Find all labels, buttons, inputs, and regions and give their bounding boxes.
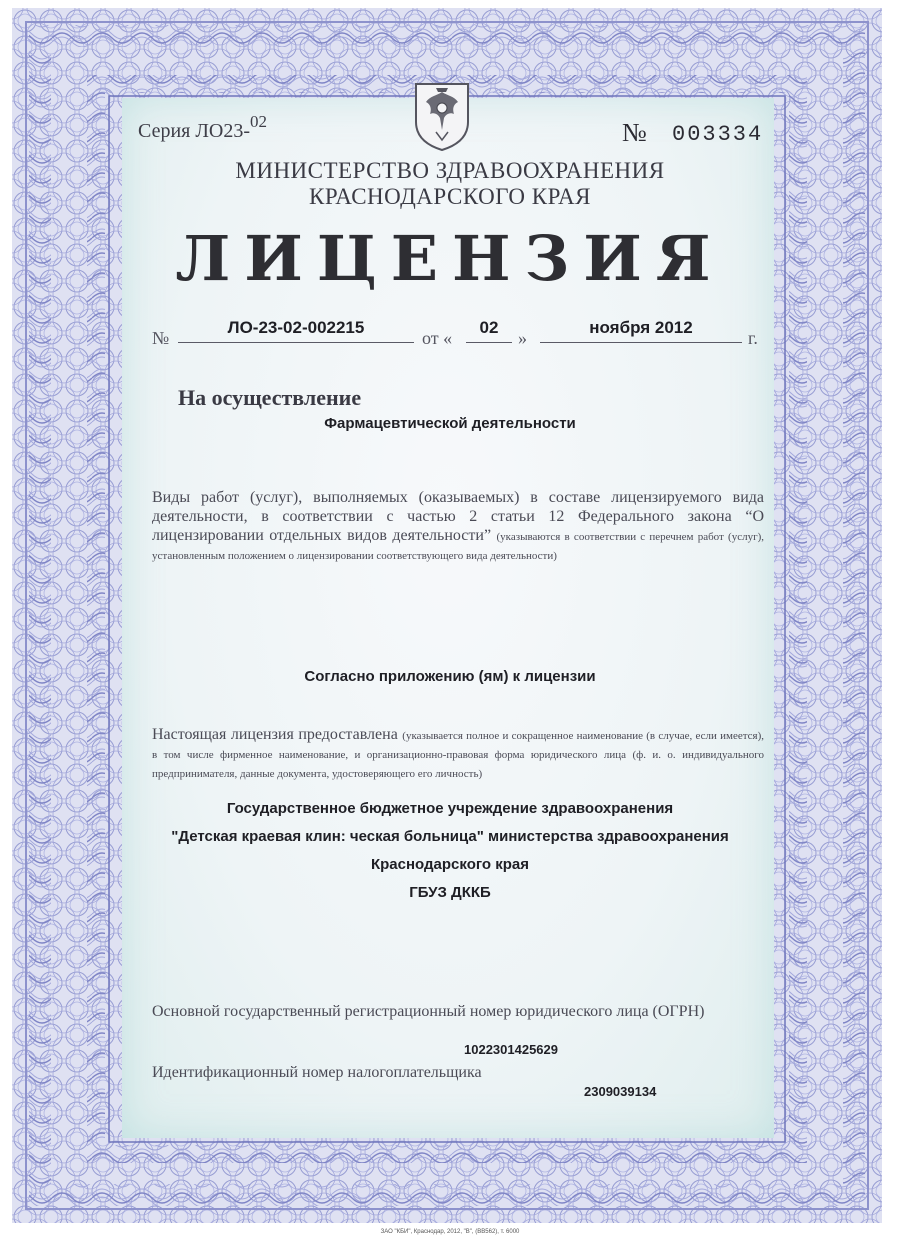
- activity-value: Фармацевтической деятельности: [324, 415, 576, 432]
- license-number: ЛО-23-02-002215: [227, 318, 365, 337]
- year-suffix: г.: [748, 328, 758, 348]
- inn-value: 2309039134: [584, 1084, 657, 1099]
- works-note: (указываются в соответствии с перечнем работ (услуг), установленным положением о лицензировании соответствующего вида деятельности): [152, 531, 764, 562]
- holder-name-line-1: Государственное бюджетное учреждение здравоохранения: [226, 800, 674, 817]
- ministry-line-1: МИНИСТЕРСТВО ЗДРАВООХРАНЕНИЯ: [235, 158, 665, 183]
- activity-heading: На осуществление: [178, 385, 362, 410]
- holder-name-line-3: Краснодарского края: [370, 856, 529, 873]
- holder-short-name: ГБУЗ ДККБ: [409, 884, 491, 901]
- works-text: Виды работ (услуг), выполняемых (оказываемых) в составе лицензируемого вида деятельности, в соответствии с частью 2 статьи 12 Федерального закона “О лицензировании отдельных видов деятельности”: [152, 489, 764, 544]
- license-day: 02: [479, 318, 499, 337]
- holder-text: Настоящая лицензия предоставлена: [152, 726, 398, 743]
- ogrn-value: 1022301425629: [464, 1042, 558, 1057]
- series-label: Серия ЛО23-$^{02}$: [138, 112, 268, 142]
- inn-label: Идентификационный номер налогоплательщика: [152, 1064, 482, 1081]
- license-month-year: ноября 2012: [589, 318, 693, 337]
- holder-paragraph: [152, 725, 764, 782]
- works-paragraph: [152, 488, 764, 564]
- number-sign: №: [622, 118, 647, 147]
- holder-note: (указывается полное и сокращенное наименование (в случае, если имеется), в том числе фирменное наименование, и организационно-правовая форма юридического лица (ф. и. о. индивидуального предпринимателя, данные документа, удостоверяющего его личность): [152, 730, 765, 780]
- license-month-year-underline: [540, 342, 742, 343]
- ogrn-label: Основной государственный регистрационный номер юридического лица (ОГРН): [152, 1003, 705, 1020]
- ministry-line-2: КРАСНОДАРСКОГО КРАЯ: [309, 184, 591, 209]
- date-from-label: от «: [422, 328, 453, 348]
- form-number: 003334: [672, 122, 764, 147]
- series-suffix: 02: [250, 112, 268, 131]
- printer-imprint: ЗАО "КБИ", Краснодар, 2012, "В", (ВВ562), т. 6000: [380, 1229, 520, 1235]
- works-value: Согласно приложению (ям) к лицензии: [304, 668, 596, 685]
- license-number-underline: [178, 342, 414, 343]
- license-number-sign: №: [152, 328, 170, 348]
- license-day-underline: [466, 342, 512, 343]
- holder-name-line-2: "Детская краевая клин: ческая больница" министерства здравоохранения: [171, 828, 729, 845]
- document-title: ЛИЦЕНЗИЯ: [175, 222, 725, 295]
- coat-of-arms-emblem: [410, 78, 474, 152]
- date-day-close: »: [518, 328, 527, 348]
